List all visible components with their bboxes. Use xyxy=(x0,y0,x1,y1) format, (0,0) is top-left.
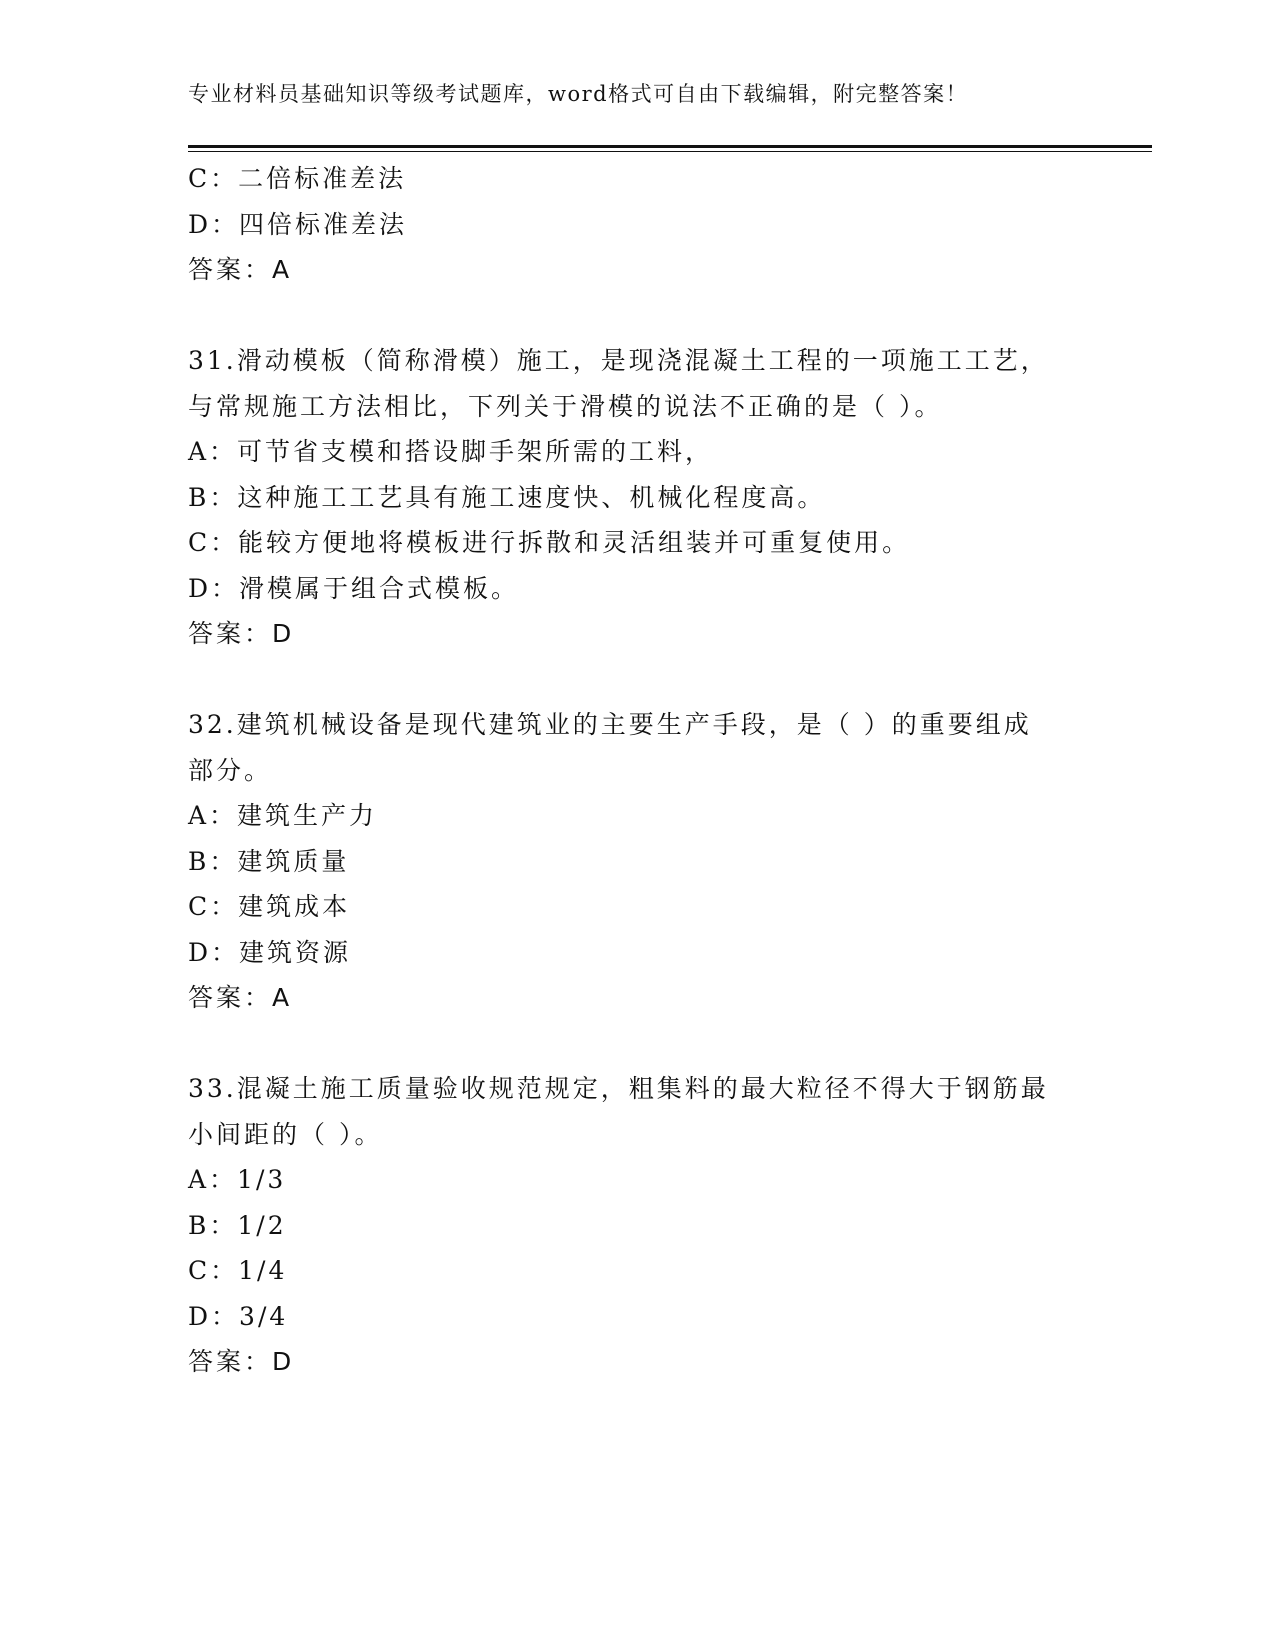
option-line: A：1/3 xyxy=(188,1165,287,1194)
option-line: A：可节省支模和搭设脚手架所需的工料， xyxy=(188,437,714,466)
option-line: C：建筑成本 xyxy=(188,892,351,921)
option-line: D：四倍标准差法 xyxy=(188,209,408,239)
answer-line: 答案：D xyxy=(188,1347,295,1376)
option-line: B：这种施工工艺具有施工速度快、机械化程度高。 xyxy=(188,482,826,512)
header-rule-thin xyxy=(188,151,1152,152)
option-line: C：二倍标准差法 xyxy=(188,164,407,193)
question-33 xyxy=(188,1066,1088,1385)
question-stem: 32.建筑机械设备是现代建筑业的主要生产手段，是（ ）的重要组成 xyxy=(188,710,1032,739)
option-line: D：滑模属于组合式模板。 xyxy=(188,573,520,603)
header-rule-thick xyxy=(188,145,1152,148)
option-line: D：3/4 xyxy=(188,1301,289,1331)
page-header: 专业材料员基础知识等级考试题库，word格式可自由下载编辑，附完整答案！ xyxy=(188,82,969,106)
spacer xyxy=(188,657,1088,703)
document-body xyxy=(188,156,1088,1385)
spacer xyxy=(188,293,1088,339)
spacer xyxy=(188,1021,1088,1067)
option-line: B：1/2 xyxy=(188,1210,287,1240)
question-32 xyxy=(188,702,1088,1021)
question-stem: 小间距的（ ）。 xyxy=(188,1119,383,1149)
answer-line: 答案：A xyxy=(188,983,293,1012)
question-stem: 部分。 xyxy=(188,755,273,785)
option-line: B：建筑质量 xyxy=(188,846,350,876)
continuation-block xyxy=(188,156,1088,293)
option-line: A：建筑生产力 xyxy=(188,801,378,830)
question-31 xyxy=(188,338,1088,657)
answer-line: 答案：A xyxy=(188,255,293,284)
option-line: C：1/4 xyxy=(188,1256,288,1285)
question-stem: 33.混凝土施工质量验收规范规定，粗集料的最大粒径不得大于钢筋最 xyxy=(188,1074,1049,1103)
answer-line: 答案：D xyxy=(188,619,295,648)
question-stem: 31.滑动模板（简称滑模）施工，是现浇混凝土工程的一项施工工艺， xyxy=(188,346,1049,375)
option-line: D：建筑资源 xyxy=(188,937,352,967)
option-line: C：能较方便地将模板进行拆散和灵活组装并可重复使用。 xyxy=(188,528,911,557)
question-stem: 与常规施工方法相比，下列关于滑模的说法不正确的是（ ）。 xyxy=(188,391,943,421)
